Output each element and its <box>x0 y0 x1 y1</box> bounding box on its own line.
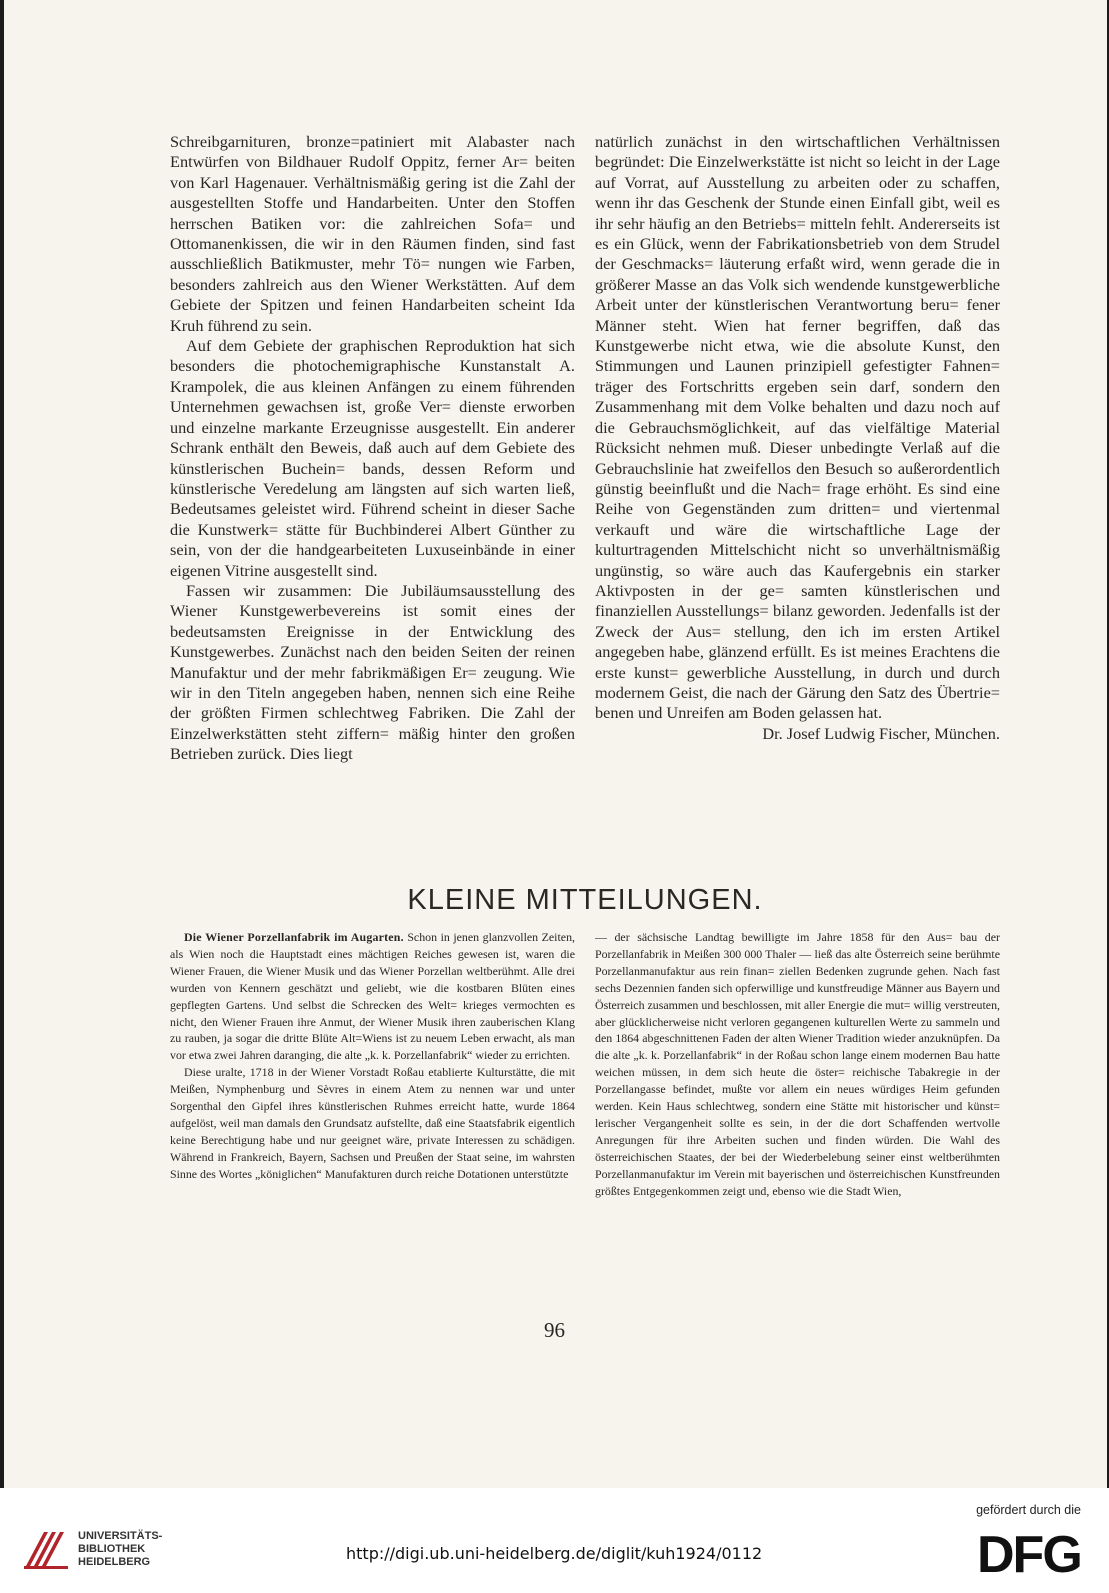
footer-bar <box>0 1488 1109 1593</box>
news-section <box>170 929 1000 1304</box>
paragraph: Schreibgarnituren, bronze=patiniert mit Alabaster nach Entwürfen von Bildhauer Rudolf Oppitz, ferner Ar= beiten von Karl Hagenauer. Verhältnismäßig gering ist die Zahl der ausgestellten Stoffe und Handarbeiten. Unter den Stoffen herrschen Batiken vor: die zahlreichen Sofa= und Ottomanenkissen, die wir in den Räumen finden, sind fast ausschließlich Batikmuster, mehr Tö= nungen wie Farben, besonders zahlreich aus den Wiener Werkstätten. Auf dem Gebiete der Spitzen und feinen Handarbeiten scheint Ida Kruh führend zu sein. <box>170 132 575 335</box>
university-library-logo-icon <box>22 1528 72 1570</box>
section-heading: KLEINE MITTEILUNGEN. <box>407 884 763 916</box>
article-title: Die Wiener Porzellanfabrik im Augarten. <box>184 930 404 944</box>
library-name: UNIVERSITÄTS- BIBLIOTHEK HEIDELBERG <box>78 1530 163 1568</box>
paragraph: natürlich zunächst in den wirtschaftlichen Verhältnissen begründet: Die Einzelwerkstätte ist nicht so leicht in der Lage auf Vorrat, auf Ausstellung zu arbeiten oder zu schaffen, wenn ihr das Geschenk der Stunde einen Einfall gibt, weil es ihr sehr häufig an den Betriebs= mitteln fehlt. Andererseits ist es ein Glück, wenn der Fabrikationsbetrieb von dem Strudel der Geschmacks= läuterung erfaßt wird, wenn gerade die in größerer Masse an das Volk sich wendende kunstgewerbliche Arbeit unter der künstlerischen Verantwortung beru= fener Männer steht. Wien hat ferner begriffen, daß das Kunstgewerbe nicht etwa, wie die absolute Kunst, den Stimmungen und Launen prinzipiell gefestigter Fahnen= träger des Fortschritts ergeben sein darf, sondern den Zusammenhang mit dem Volke behalten und dazu noch auf die Gebrauchsmöglichkeit, auf das vielfältige Material Rücksicht nehmen muß. Dieser unbedingte Verlaß auf die Gebrauchslinie hat zweifellos den Besuch so außerordentlich günstig beeinflußt und die Nach= frage erhöht. Es sind eine Reihe von Gegenständen zum dritten= und viertenmal verkauft und wäre die wirtschaftliche Lage der kulturtragenden Mittelschicht nicht so unverhältnismäßig ungünstig, so wäre auch das Kaufergebnis ein starker Aktivposten in der ge= samten künstlerischen und finanziellen Ausstellungs= bilanz geworden. Jedenfalls ist der Zweck der Aus= stellung, den ich im ersten Artikel angegeben habe, glänzend erfüllt. Es ist meines Erachtens die erste kunst= gewerbliche Ausstellung, in durch und durch modernem Geist, die nach der Gärung den Satz des Übertrie= benen und Unreifen am Boden gelassen hat. <box>595 132 1000 723</box>
dfg-logo-icon <box>977 1524 1083 1579</box>
funded-by-label: gefördert durch die <box>976 1503 1081 1517</box>
news-column-right <box>595 929 1000 1304</box>
page-edge-left <box>0 0 4 1488</box>
body-column-right <box>595 132 1000 832</box>
news-column-left <box>170 929 575 1304</box>
paragraph: — der sächsische Landtag bewilligte im Jahre 1858 für den Aus= bau der Porzellanfabrik in Meißen 300 000 Thaler — ließ das alte Österreich seine berühmte Porzellanmanufaktur aus rein finan= ziellen Bedenken zugrunde gehen. Nach fast sechs Dezennien fanden sich opferwillige und kunstfreudige Männer aus Bayern und Österreich zusammen und beschlossen, mit aller Energie die mut= willig verstreuten, aber glücklicherweise nicht verloren gegangenen kulturellen Werte zu sammeln und den 1864 abgeschnittenen Faden der alten Wiener Tradition wieder anzuknüpfen. Da die alte „k. k. Porzellanfabrik“ in der Roßau schon lange einem modernen Bau hatte weichen müssen, in dem sich heute die öster= reichische Tabakregie in der Porzellangasse befindet, mußte vor allem ein neues würdiges Heim gefunden werden. Kein Haus schlechtweg, sondern eine Stätte mit historischer und künst= lerischer Vergangenheit sollte es sein, in der die dort Schaffenden wertvolle Anregungen für ihre Arbeiten suchen und finden würden. Die Wahl des österreichischen Staates, der bei der Wiederbelebung seiner einst weltberühmten Porzellanmanufaktur im Verein mit bayerischen und österreichischen Kunstfreunden größtes Entgegenkommen zeigt und, ebenso wie die Stadt Wien, <box>595 930 1000 1198</box>
body-column-left <box>170 132 575 832</box>
svg-text:DFG: DFG <box>977 1526 1081 1579</box>
paragraph: Diese uralte, 1718 in der Wiener Vorstadt Roßau etablierte Kulturstätte, die mit Meißen, Nymphenburg und Sèvres in einem Atem zu nennen war und unter Sorgenthal den Gipfel ihres künstlerischen Ruhmes erreicht hatte, wurde 1864 aufgelöst, weil man damals den Grundsatz aufstellte, daß eine Staatsfabrik eigentlich keine Berechtigung habe und nur geeignet wäre, private Interessen zu schädigen. Während in Frankreich, Bayern, Sachsen und Preußen der Staat seine, im wahrsten Sinne des Wortes „königlichen“ Manufakturen durch reiche Dotationen unterstützte <box>170 1065 575 1181</box>
paragraph <box>170 929 575 1064</box>
paragraph: Auf dem Gebiete der graphischen Reproduktion hat sich besonders die photochemigraphische Kunstanstalt A. Krampolek, die aus kleinen Anfängen zu einem führenden Unternehmen gewachsen ist, große Ver= dienste erworben und einzelne markante Erzeugnisse ausgestellt. Ein anderer Schrank enthält den Beweis, daß auch auf dem Gebiete des künstlerischen Buchein= bands, dessen Reform und künstlerische Veredelung am längsten auf sich warten ließ, Bedeutsames geleistet wird. Führend scheint in dieser Sache die Kunstwerk= stätte für Buchbinderei Albert Günther zu sein, von der die handgearbeiteten Luxuseinbände in einer eigenen Vitrine ausgestellt sind. <box>170 336 575 580</box>
article-body <box>170 132 1000 832</box>
author-signature: Dr. Josef Ludwig Fischer, München. <box>762 723 1000 743</box>
paragraph: Fassen wir zusammen: Die Jubiläumsausstellung des Wiener Kunstgewerbevereins ist somit eines der bedeutsamsten Ereignisse in der Entwicklung des Kunstgewerbes. Zunächst nach den beiden Seiten der reinen Manufaktur und der mehr fabrikmäßigen Er= zeugung. Wie wir in den Titeln angegeben haben, nennen sich eine Reihe der größten Firmen schlechtweg Fabriken. Die Zahl der Einzelwerkstätten steht ziffern= mäßig hinter den großen Betrieben zurück. Dies liegt <box>170 580 575 764</box>
permalink-url[interactable]: http://digi.ub.uni-heidelberg.de/diglit/kuh1924/0112 <box>346 1544 763 1563</box>
page-number: 96 <box>544 1318 565 1342</box>
paragraph-text: Schon in jenen glanzvollen Zeiten, als Wien noch die Hauptstadt eines mächtigen Reiches gewesen ist, waren die Wiener Frauen, die Wiener Musik und das Wiener Porzellan weltberühmt. Alle drei wurden von Kennern geschätzt und geliebt, wie die kostbaren Blüten eines gepflegten Gartens. Und selbst die Schrecken des Welt= krieges vermochten es nicht, den Wiener Frauen ihre Anmut, der Wiener Musik ihren zauberischen Klang zu rauben, ja sogar die dritte Blüte Alt=Wiens ist zu neuem Leben erwacht, als man vor etwa zwei Jahren daranging, die alte „k. k. Porzellanfabrik“ wieder zu errichten. <box>170 930 575 1063</box>
